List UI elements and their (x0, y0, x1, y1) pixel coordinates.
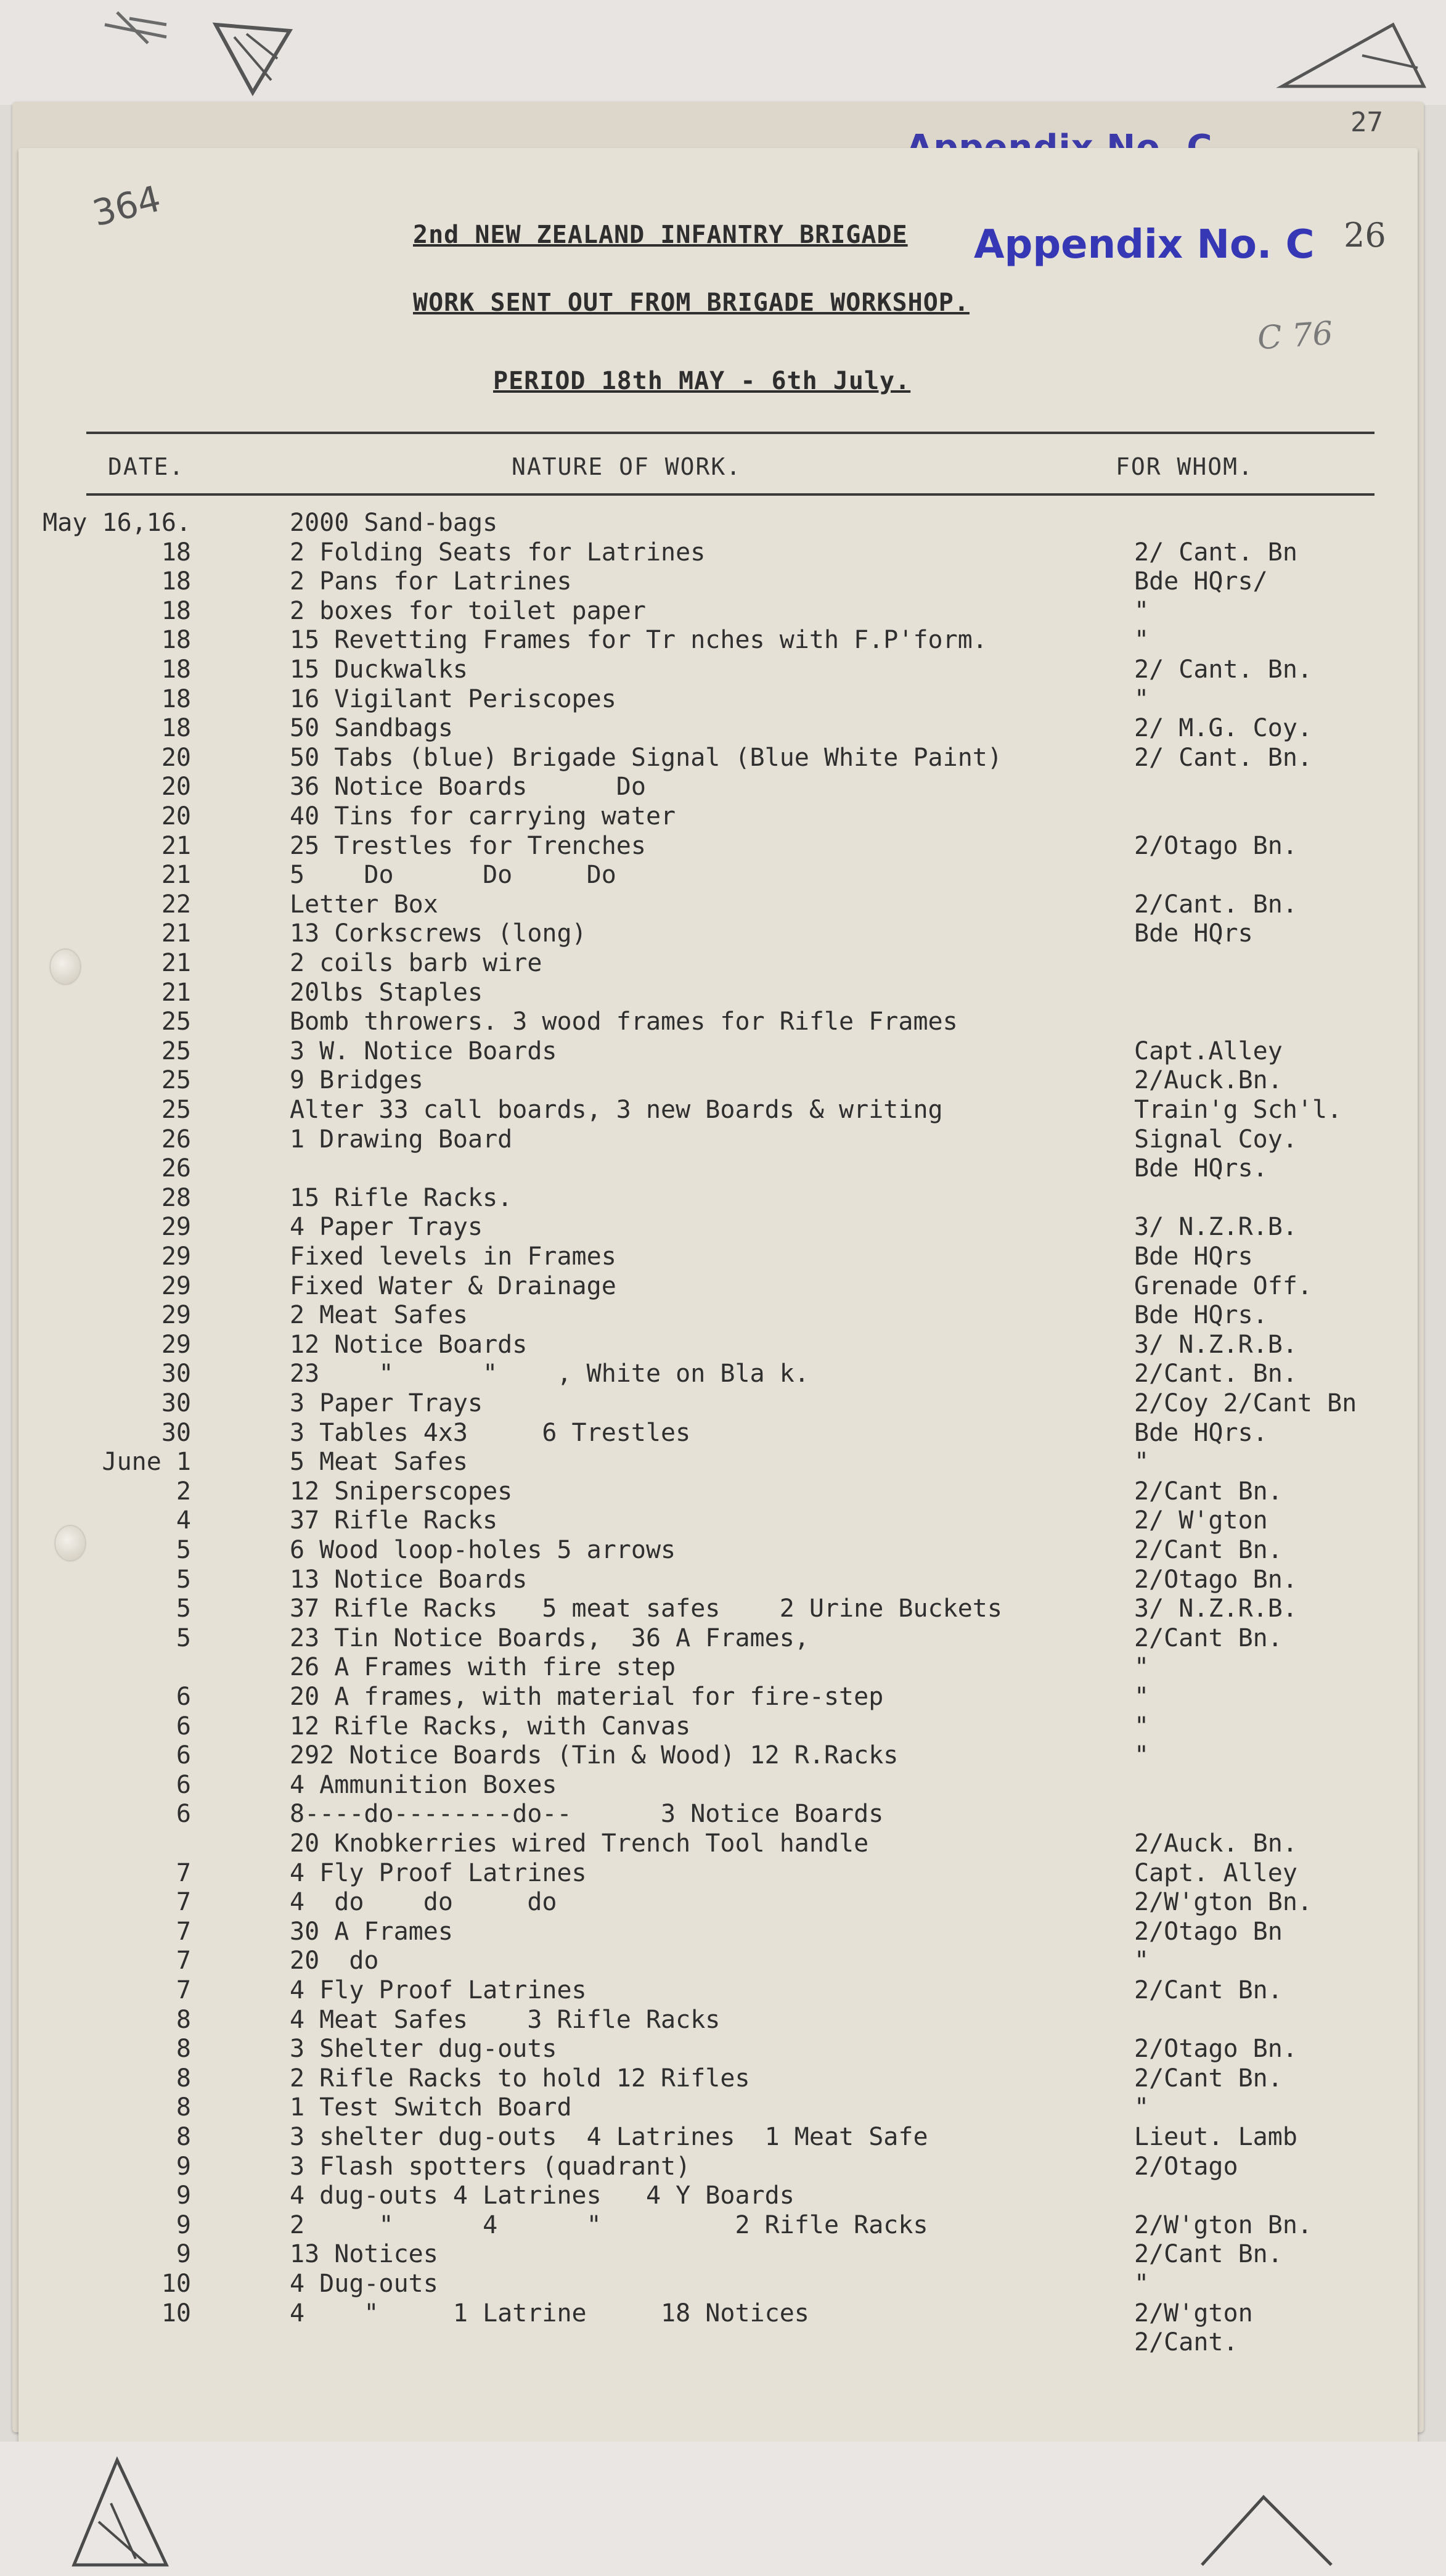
row-work: 12 Rifle Racks, with Canvas (290, 1712, 691, 1741)
row-date: 20 (161, 743, 191, 772)
row-for-whom: Signal Coy. (1134, 1125, 1297, 1154)
row-work: 23 Tin Notice Boards, 36 A Frames, (290, 1623, 809, 1652)
row-date: 7 (176, 1888, 191, 1917)
row-date: June 1 (102, 1448, 191, 1477)
table-row (18, 597, 1418, 626)
table-row (18, 2240, 1418, 2270)
row-work: 4 Fly Proof Latrines (290, 1858, 587, 1887)
row-for-whom: Bde HQrs/ (1134, 567, 1268, 596)
row-work: 40 Tins for carrying water (290, 802, 676, 831)
row-date: 29 (161, 1330, 191, 1359)
table-row (18, 1888, 1418, 1918)
row-work: 4 Ammunition Boxes (290, 1770, 557, 1799)
row-work: 2 " 4 " 2 Rifle Racks (290, 2210, 928, 2239)
row-for-whom: 2/Cant Bn. (1134, 1536, 1283, 1564)
row-for-whom: 2/Otago (1134, 2152, 1238, 2181)
row-work: 13 Corkscrews (long) (290, 919, 587, 948)
row-date: 29 (161, 1242, 191, 1271)
row-work: 37 Rifle Racks (290, 1506, 498, 1535)
table-row (18, 1536, 1418, 1565)
table-row (18, 538, 1418, 568)
table-row (18, 1800, 1418, 1829)
table-row (18, 2064, 1418, 2094)
row-date: 21 (161, 949, 191, 977)
row-work: 30 A Frames (290, 1917, 453, 1946)
row-date: May 16,16. (43, 509, 191, 537)
row-date: 28 (161, 1183, 191, 1212)
table-row (18, 1946, 1418, 1976)
row-work: 13 Notice Boards (290, 1565, 528, 1594)
row-work: 20 Knobkerries wired Trench Tool handle (290, 1829, 869, 1858)
row-date: 8 (176, 2005, 191, 2034)
punch-hole-lower (55, 1526, 85, 1561)
row-for-whom: " (1134, 1448, 1150, 1477)
table-row (18, 2181, 1418, 2211)
row-for-whom: Capt. Alley (1134, 1858, 1297, 1887)
row-date: 30 (161, 1418, 191, 1447)
page-number: 26 (1344, 216, 1386, 255)
row-work: 16 Vigilant Periscopes (290, 684, 616, 713)
column-header-work: NATURE OF WORK. (512, 453, 742, 480)
row-work: Letter Box (290, 890, 438, 919)
row-for-whom: 2/ Cant. Bn (1134, 538, 1297, 567)
row-date: 20 (161, 802, 191, 831)
row-date: 29 (161, 1301, 191, 1330)
table-row (18, 919, 1418, 949)
row-work: 2 Folding Seats for Latrines (290, 538, 706, 567)
row-for-whom: Grenade Off. (1134, 1271, 1312, 1300)
table-row (18, 1037, 1418, 1067)
row-work: 2 Pans for Latrines (290, 567, 572, 596)
table-row (18, 1154, 1418, 1184)
table-row (18, 949, 1418, 978)
row-work: 5 Do Do Do (290, 861, 616, 890)
row-work: 3 Paper Trays (290, 1389, 483, 1417)
row-for-whom: 2/Cant Bn. (1134, 1623, 1283, 1652)
row-work: Alter 33 call boards, 3 new Boards & writing (290, 1096, 943, 1124)
row-date: 21 (161, 831, 191, 860)
table-row (18, 978, 1418, 1008)
row-work: 1 Test Switch Board (290, 2093, 572, 2122)
row-work: 15 Duckwalks (290, 655, 468, 684)
table-row (18, 1477, 1418, 1507)
pencil-annotation: C 76 (1256, 314, 1334, 358)
table-row (18, 626, 1418, 655)
table-row (18, 1066, 1418, 1096)
row-date: 18 (161, 538, 191, 567)
table-row (18, 509, 1418, 538)
row-date: 6 (176, 1712, 191, 1741)
table-row (18, 1184, 1418, 1213)
table-row (18, 1272, 1418, 1302)
row-work: 4 " 1 Latrine 18 Notices (290, 2299, 809, 2328)
table-row (18, 1918, 1418, 1947)
row-work: 25 Trestles for Trenches (290, 831, 646, 860)
row-work: 8----do--------do-- 3 Notice Boards (290, 1800, 884, 1829)
table-row (18, 1712, 1418, 1742)
column-header-date: DATE. (108, 453, 185, 480)
row-for-whom: 2/Coy 2/Cant Bn (1134, 1389, 1357, 1417)
row-date: 29 (161, 1271, 191, 1300)
table-row (18, 1096, 1418, 1125)
row-date: 10 (161, 2270, 191, 2298)
row-date: 25 (161, 1066, 191, 1095)
row-for-whom: 2/ Cant. Bn. (1134, 655, 1312, 684)
column-header-whom: FOR WHOM. (1116, 453, 1254, 480)
row-date: 7 (176, 1976, 191, 2004)
row-date: 6 (176, 1741, 191, 1770)
underlying-page-number: 27 (1350, 107, 1383, 138)
table-row (18, 1506, 1418, 1536)
table-row (18, 1331, 1418, 1360)
row-date: 5 (176, 1565, 191, 1594)
punch-hole-upper (51, 950, 80, 984)
row-date: 5 (176, 1623, 191, 1652)
header-rule-bottom (86, 493, 1375, 496)
row-work: Bomb throwers. 3 wood frames for Rifle Frames (290, 1007, 958, 1036)
row-work: Fixed Water & Drainage (290, 1271, 616, 1300)
row-work: 13 Notices (290, 2240, 438, 2269)
row-date: 22 (161, 890, 191, 919)
row-work: 6 Wood loop-holes 5 arrows (290, 1536, 676, 1564)
row-for-whom: " (1134, 596, 1150, 625)
row-date: 21 (161, 978, 191, 1007)
row-work: 23 " " , White on Bla k. (290, 1360, 809, 1388)
table-row (18, 1683, 1418, 1712)
table-row (18, 1242, 1418, 1272)
row-date: 30 (161, 1360, 191, 1388)
row-for-whom: 2/Cant Bn. (1134, 1976, 1283, 2004)
row-date: 20 (161, 773, 191, 802)
table-row (18, 2123, 1418, 2152)
row-date: 9 (176, 2152, 191, 2181)
table-row (18, 1976, 1418, 2006)
row-work: 2000 Sand-bags (290, 509, 498, 537)
table-row (18, 2328, 1418, 2358)
document-title: 2nd NEW ZEALAND INFANTRY BRIGADE (413, 221, 908, 249)
row-work: 4 Meat Safes 3 Rifle Racks (290, 2005, 721, 2034)
row-for-whom: Bde HQrs (1134, 1242, 1253, 1271)
row-for-whom: " (1134, 1683, 1150, 1711)
table-row (18, 1125, 1418, 1155)
row-work: 50 Tabs (blue) Brigade Signal (Blue White Paint) (290, 743, 1002, 772)
pencil-triangle-icon (1270, 12, 1430, 99)
row-work: 3 Flash spotters (quadrant) (290, 2152, 691, 2181)
row-date: 6 (176, 1683, 191, 1711)
table-row (18, 832, 1418, 861)
table-row (18, 1007, 1418, 1037)
row-work: 4 Dug-outs (290, 2270, 438, 2298)
row-work: 5 Meat Safes (290, 1448, 468, 1477)
row-date: 5 (176, 1536, 191, 1564)
table-row (18, 861, 1418, 890)
row-work: 4 do do do (290, 1888, 557, 1917)
row-date: 26 (161, 1125, 191, 1154)
table-row (18, 2211, 1418, 2241)
row-work: 3 Shelter dug-outs (290, 2035, 557, 2064)
row-for-whom: 2/Cant Bn. (1134, 2240, 1283, 2269)
row-date: 29 (161, 1213, 191, 1242)
table-row (18, 1624, 1418, 1654)
row-for-whom: 2/Cant Bn. (1134, 2064, 1283, 2093)
row-work: 3 Tables 4x3 6 Trestles (290, 1418, 691, 1447)
table-row (18, 1594, 1418, 1624)
table-row (18, 2152, 1418, 2182)
row-for-whom: 2/Otago Bn. (1134, 1565, 1297, 1594)
table-row (18, 802, 1418, 832)
row-for-whom: 2/W'gton (1134, 2299, 1253, 2328)
row-for-whom: " (1134, 1653, 1150, 1682)
row-for-whom: 2/ W'gton (1134, 1506, 1268, 1535)
table-row (18, 1389, 1418, 1419)
table-row (18, 1859, 1418, 1889)
row-date: 8 (176, 2123, 191, 2151)
row-work: 292 Notice Boards (Tin & Wood) 12 R.Racks (290, 1741, 899, 1770)
row-for-whom: " (1134, 2093, 1150, 2122)
row-for-whom: 2/Cant. (1134, 2328, 1238, 2357)
row-for-whom: 2/Cant. Bn. (1134, 1360, 1297, 1388)
table-row (18, 2299, 1418, 2329)
row-date: 6 (176, 1770, 191, 1799)
row-for-whom: Capt.Alley (1134, 1036, 1283, 1065)
pencil-triangle-bottom-right-icon (1190, 2472, 1344, 2571)
row-for-whom: 2/W'gton Bn. (1134, 2210, 1312, 2239)
table-row (18, 1653, 1418, 1683)
row-for-whom: Lieut. Lamb (1134, 2123, 1297, 2151)
table-row (18, 744, 1418, 773)
row-date: 7 (176, 1917, 191, 1946)
row-work: 26 A Frames with fire step (290, 1653, 676, 1682)
row-for-whom: 2/Auck. Bn. (1134, 1829, 1297, 1858)
row-for-whom: " (1134, 1741, 1150, 1770)
row-date: 9 (176, 2240, 191, 2269)
row-for-whom: " (1134, 1712, 1150, 1741)
row-work: Fixed levels in Frames (290, 1242, 616, 1271)
row-date: 21 (161, 919, 191, 948)
row-work: 12 Notice Boards (290, 1330, 528, 1359)
row-work: 15 Revetting Frames for Tr nches with F.P'form. (290, 626, 987, 655)
row-date: 4 (176, 1506, 191, 1535)
row-date: 18 (161, 684, 191, 713)
row-date: 8 (176, 2064, 191, 2093)
table-row (18, 1565, 1418, 1595)
row-for-whom: 3/ N.Z.R.B. (1134, 1213, 1297, 1242)
row-date: 10 (161, 2299, 191, 2328)
row-for-whom: " (1134, 1946, 1150, 1975)
row-date: 8 (176, 2035, 191, 2064)
row-work: 1 Drawing Board (290, 1125, 513, 1154)
row-for-whom: Train'g Sch'l. (1134, 1096, 1342, 1124)
row-date: 30 (161, 1389, 191, 1417)
row-for-whom: 2/W'gton Bn. (1134, 1888, 1312, 1917)
row-for-whom: " (1134, 2270, 1150, 2298)
row-date: 7 (176, 1946, 191, 1975)
scrap-paper-top (0, 0, 1446, 105)
row-work: 20lbs Staples (290, 978, 483, 1007)
row-for-whom: 2/Otago Bn. (1134, 2035, 1297, 2064)
table-row (18, 1419, 1418, 1448)
row-date: 18 (161, 596, 191, 625)
row-for-whom: 3/ N.Z.R.B. (1134, 1594, 1297, 1623)
row-date: 6 (176, 1800, 191, 1829)
table-row (18, 2270, 1418, 2299)
pencil-sketch-icon (92, 0, 314, 105)
table-row (18, 890, 1418, 920)
row-work: 9 Bridges (290, 1066, 423, 1095)
row-for-whom: 3/ N.Z.R.B. (1134, 1330, 1297, 1359)
row-date: 25 (161, 1007, 191, 1036)
row-work: 2 Meat Safes (290, 1301, 468, 1330)
row-for-whom: 2/Otago Bn (1134, 1917, 1283, 1946)
row-date: 8 (176, 2093, 191, 2122)
pencil-triangle-bottom-left-icon (55, 2448, 179, 2571)
row-date: 9 (176, 2210, 191, 2239)
row-date: 25 (161, 1096, 191, 1124)
row-for-whom: Bde HQrs. (1134, 1418, 1268, 1447)
appendix-stamp: Appendix No. C (974, 222, 1315, 268)
row-for-whom: " (1134, 626, 1150, 655)
row-for-whom: Bde HQrs. (1134, 1301, 1268, 1330)
row-work: 2 Rifle Racks to hold 12 Rifles (290, 2064, 750, 2093)
row-work: 2 boxes for toilet paper (290, 596, 646, 625)
row-work: 20 A frames, with material for fire-step (290, 1683, 884, 1711)
row-date: 26 (161, 1154, 191, 1183)
row-work: 3 W. Notice Boards (290, 1036, 557, 1065)
row-for-whom: Bde HQrs. (1134, 1154, 1268, 1183)
row-work: 15 Rifle Racks. (290, 1183, 513, 1212)
row-date: 18 (161, 714, 191, 743)
row-date: 18 (161, 567, 191, 596)
row-date: 2 (176, 1477, 191, 1506)
row-work: 12 Sniperscopes (290, 1477, 513, 1506)
table-row (18, 1741, 1418, 1771)
row-date: 18 (161, 626, 191, 655)
table-row (18, 1301, 1418, 1331)
row-for-whom: 2/Cant. Bn. (1134, 890, 1297, 919)
row-date: 21 (161, 861, 191, 890)
folio-number: 364 (88, 177, 165, 235)
table-row (18, 2093, 1418, 2123)
row-for-whom: 2/ M.G. Coy. (1134, 714, 1312, 743)
row-work: 4 Paper Trays (290, 1213, 483, 1242)
row-for-whom: " (1134, 684, 1150, 713)
document-period: PERIOD 18th MAY - 6th July. (493, 367, 911, 395)
table-row (18, 2006, 1418, 2035)
row-work: 4 dug-outs 4 Latrines 4 Y Boards (290, 2181, 794, 2210)
row-work: 3 shelter dug-outs 4 Latrines 1 Meat Safe (290, 2123, 928, 2151)
row-work: 36 Notice Boards Do (290, 773, 646, 802)
row-date: 7 (176, 1858, 191, 1887)
row-for-whom: 2/Otago Bn. (1134, 831, 1297, 860)
scrap-paper-bottom (0, 2442, 1446, 2576)
table-row (18, 1829, 1418, 1859)
table-row (18, 1213, 1418, 1242)
row-work: 2 coils barb wire (290, 949, 542, 977)
row-work: 50 Sandbags (290, 714, 453, 743)
row-work: 4 Fly Proof Latrines (290, 1976, 587, 2004)
table-row (18, 1360, 1418, 1389)
table-row (18, 773, 1418, 802)
row-for-whom: Bde HQrs (1134, 919, 1253, 948)
table-row (18, 567, 1418, 597)
table-row (18, 1771, 1418, 1800)
row-for-whom: 2/Cant Bn. (1134, 1477, 1283, 1506)
table-row (18, 2035, 1418, 2064)
row-for-whom: 2/ Cant. Bn. (1134, 743, 1312, 772)
table-row (18, 685, 1418, 715)
table-row (18, 714, 1418, 744)
row-work: 37 Rifle Racks 5 meat safes 2 Urine Buckets (290, 1594, 1002, 1623)
row-date: 5 (176, 1594, 191, 1623)
header-rule-top (86, 432, 1375, 434)
table-row (18, 655, 1418, 685)
document-page (18, 148, 1418, 2448)
row-date: 25 (161, 1036, 191, 1065)
row-date: 9 (176, 2181, 191, 2210)
row-work: 20 do (290, 1946, 379, 1975)
table-row (18, 1448, 1418, 1477)
row-date: 18 (161, 655, 191, 684)
document-subtitle: WORK SENT OUT FROM BRIGADE WORKSHOP. (413, 289, 970, 317)
row-for-whom: 2/Auck.Bn. (1134, 1066, 1283, 1095)
